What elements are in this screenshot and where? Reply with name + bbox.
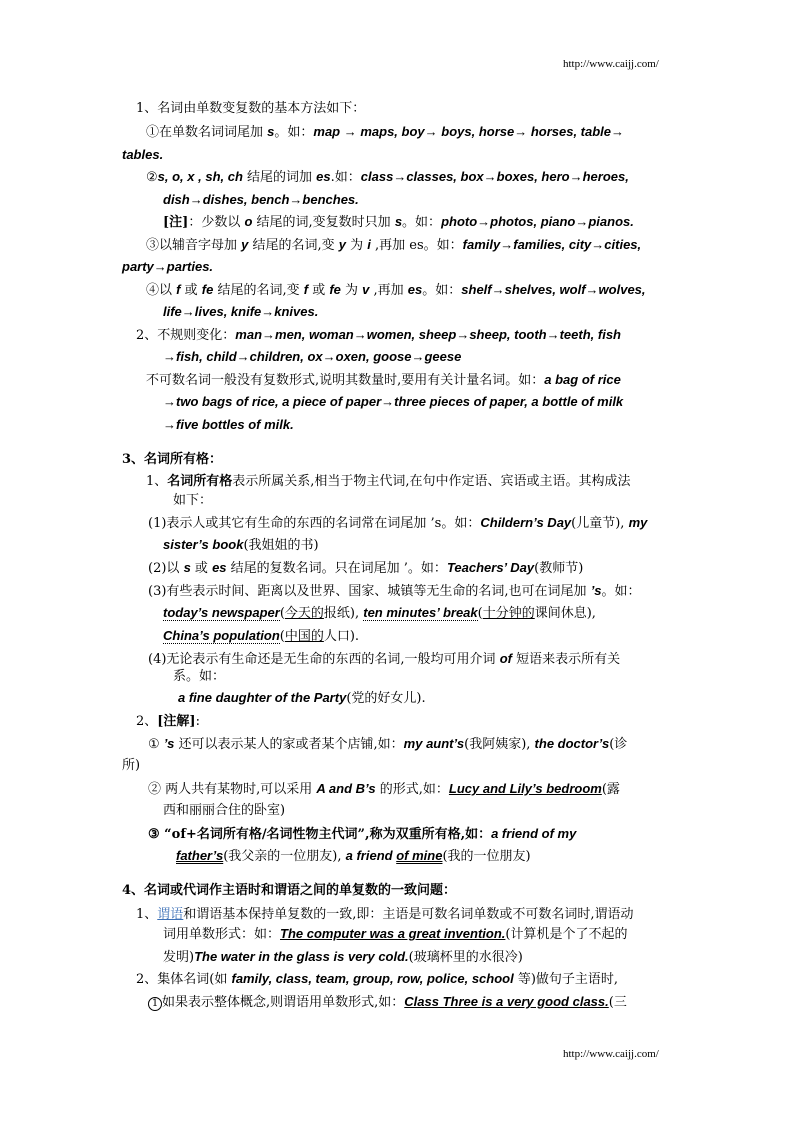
predicate-link[interactable]: 谓语: [157, 907, 184, 922]
text-line: 系。如：: [173, 669, 226, 684]
text-line: ④以 f 或 fe 结尾的名词,变 f 或 fe 为 v ,再加 es。如：shelf→shelves, wolf→wolves,: [146, 282, 646, 298]
text-line: dish→dishes, bench→benches.: [163, 192, 359, 207]
text-line: →fish, child→children, ox→oxen, goose→geese: [163, 349, 462, 364]
text-line: 1、谓语和谓语基本保持单复数的一致,即：主语是可数名词单数或不可数名词时,谓语动: [136, 907, 634, 922]
text-line: 不可数名词一般没有复数形式,说明其数量时,要用有关计量名词。如：a bag of rice: [146, 372, 621, 388]
circled-number: 1: [148, 997, 162, 1011]
text-line: 所): [122, 758, 141, 773]
text-line: 2、集体名词(如 family, class, team, group, row, police, school 等)做句子主语时,: [136, 971, 619, 987]
text-line: ③ “of+名词所有格/名词性物主代词”,称为双重所有格,如：a friend of my: [148, 826, 577, 842]
text-line: party→parties.: [122, 259, 214, 274]
text-line: ② 两人共有某物时,可以采用 A and B’s 的形式,如：Lucy and Lily’s bedroom(露: [148, 781, 620, 797]
text-line: (3)有些表示时间、距离以及世界、国家、城镇等无生命的名词,也可在词尾加 ’s。如：: [148, 583, 641, 599]
section-heading: 3、名词所有格：: [122, 452, 223, 467]
text-line: sister’s book(我姐姐的书): [163, 537, 319, 553]
text-line: 1、名词由单数变复数的基本方法如下：: [136, 101, 366, 116]
text-line: 如下：: [173, 493, 213, 508]
text-line: 2、[注解]:: [136, 714, 200, 729]
text-line: today’s newspaper(今天的报纸), ten minutes’ break(十分钟的课间休息),: [163, 605, 596, 621]
text-line: →two bags of rice, a piece of paper→three pieces of paper, a bottle of milk: [163, 394, 624, 409]
text-line: 1 如果表示整体概念,则谓语用单数形式,如：Class Three is a very good class.(三: [148, 993, 627, 1011]
text-line: father’s(我父亲的一位朋友), a friend of mine(我的一位朋友): [176, 848, 531, 864]
text-line: 1、名词所有格表示所属关系,相当于物主代词,在句中作定语、宾语或主语。其构成法: [146, 474, 631, 489]
footer-url: http://www.caijj.com/: [563, 1048, 659, 1060]
text-line: (2)以 s 或 es 结尾的复数名词。只在词尾加 ’。如：Teachers’ Day(教师节): [148, 560, 584, 576]
text-line: ① ’s 还可以表示某人的家或者某个店铺,如：my aunt’s(我阿姨家), the doctor’s(诊: [148, 736, 628, 752]
header-url: http://www.caijj.com/: [563, 58, 659, 70]
text-line: a fine daughter of the Party(党的好女儿).: [178, 690, 426, 706]
text-line: China’s population(中国的人口).: [163, 628, 360, 644]
text-line: (1)表示人或其它有生命的东西的名词常在词尾加 ’s。如：Childern’s Day(儿童节), my: [148, 515, 648, 531]
text-line: ①在单数名词词尾加 s。如：map → maps, boy→ boys, horse→ horses, table→: [146, 124, 625, 140]
text-line: [注]：少数以 o 结尾的词,变复数时只加 s。如：photo→photos, piano→pianos.: [163, 214, 634, 230]
text-line: ③以辅音字母加 y 结尾的名词,变 y 为 i ,再加 es。如：family→families, city→cities,: [146, 237, 642, 253]
text-line: life→lives, knife→knives.: [163, 304, 319, 319]
text-line: 发明)The water in the glass is very cold.(玻璃杯里的水很冷): [163, 949, 523, 965]
text-line: (4)无论表示有生命还是无生命的东西的名词,一般均可用介词 of 短语来表示所有关: [148, 651, 621, 667]
text-line: 西和丽丽合住的卧室): [163, 803, 286, 818]
text-line: 词用单数形式：如：The computer was a great invention.(计算机是个了不起的: [163, 926, 628, 942]
section-heading: 4、名词或代词作主语时和谓语之间的单复数的一致问题：: [122, 883, 457, 898]
text-line: tables.: [122, 147, 164, 162]
text-line: 2、不规则变化：man→men, woman→women, sheep→sheep, tooth→teeth, fish: [136, 327, 621, 343]
text-line: →five bottles of milk.: [163, 417, 294, 432]
text-line: ②s, o, x , sh, ch 结尾的词加 es.如：class→classes, box→boxes, hero→heroes,: [146, 169, 629, 185]
